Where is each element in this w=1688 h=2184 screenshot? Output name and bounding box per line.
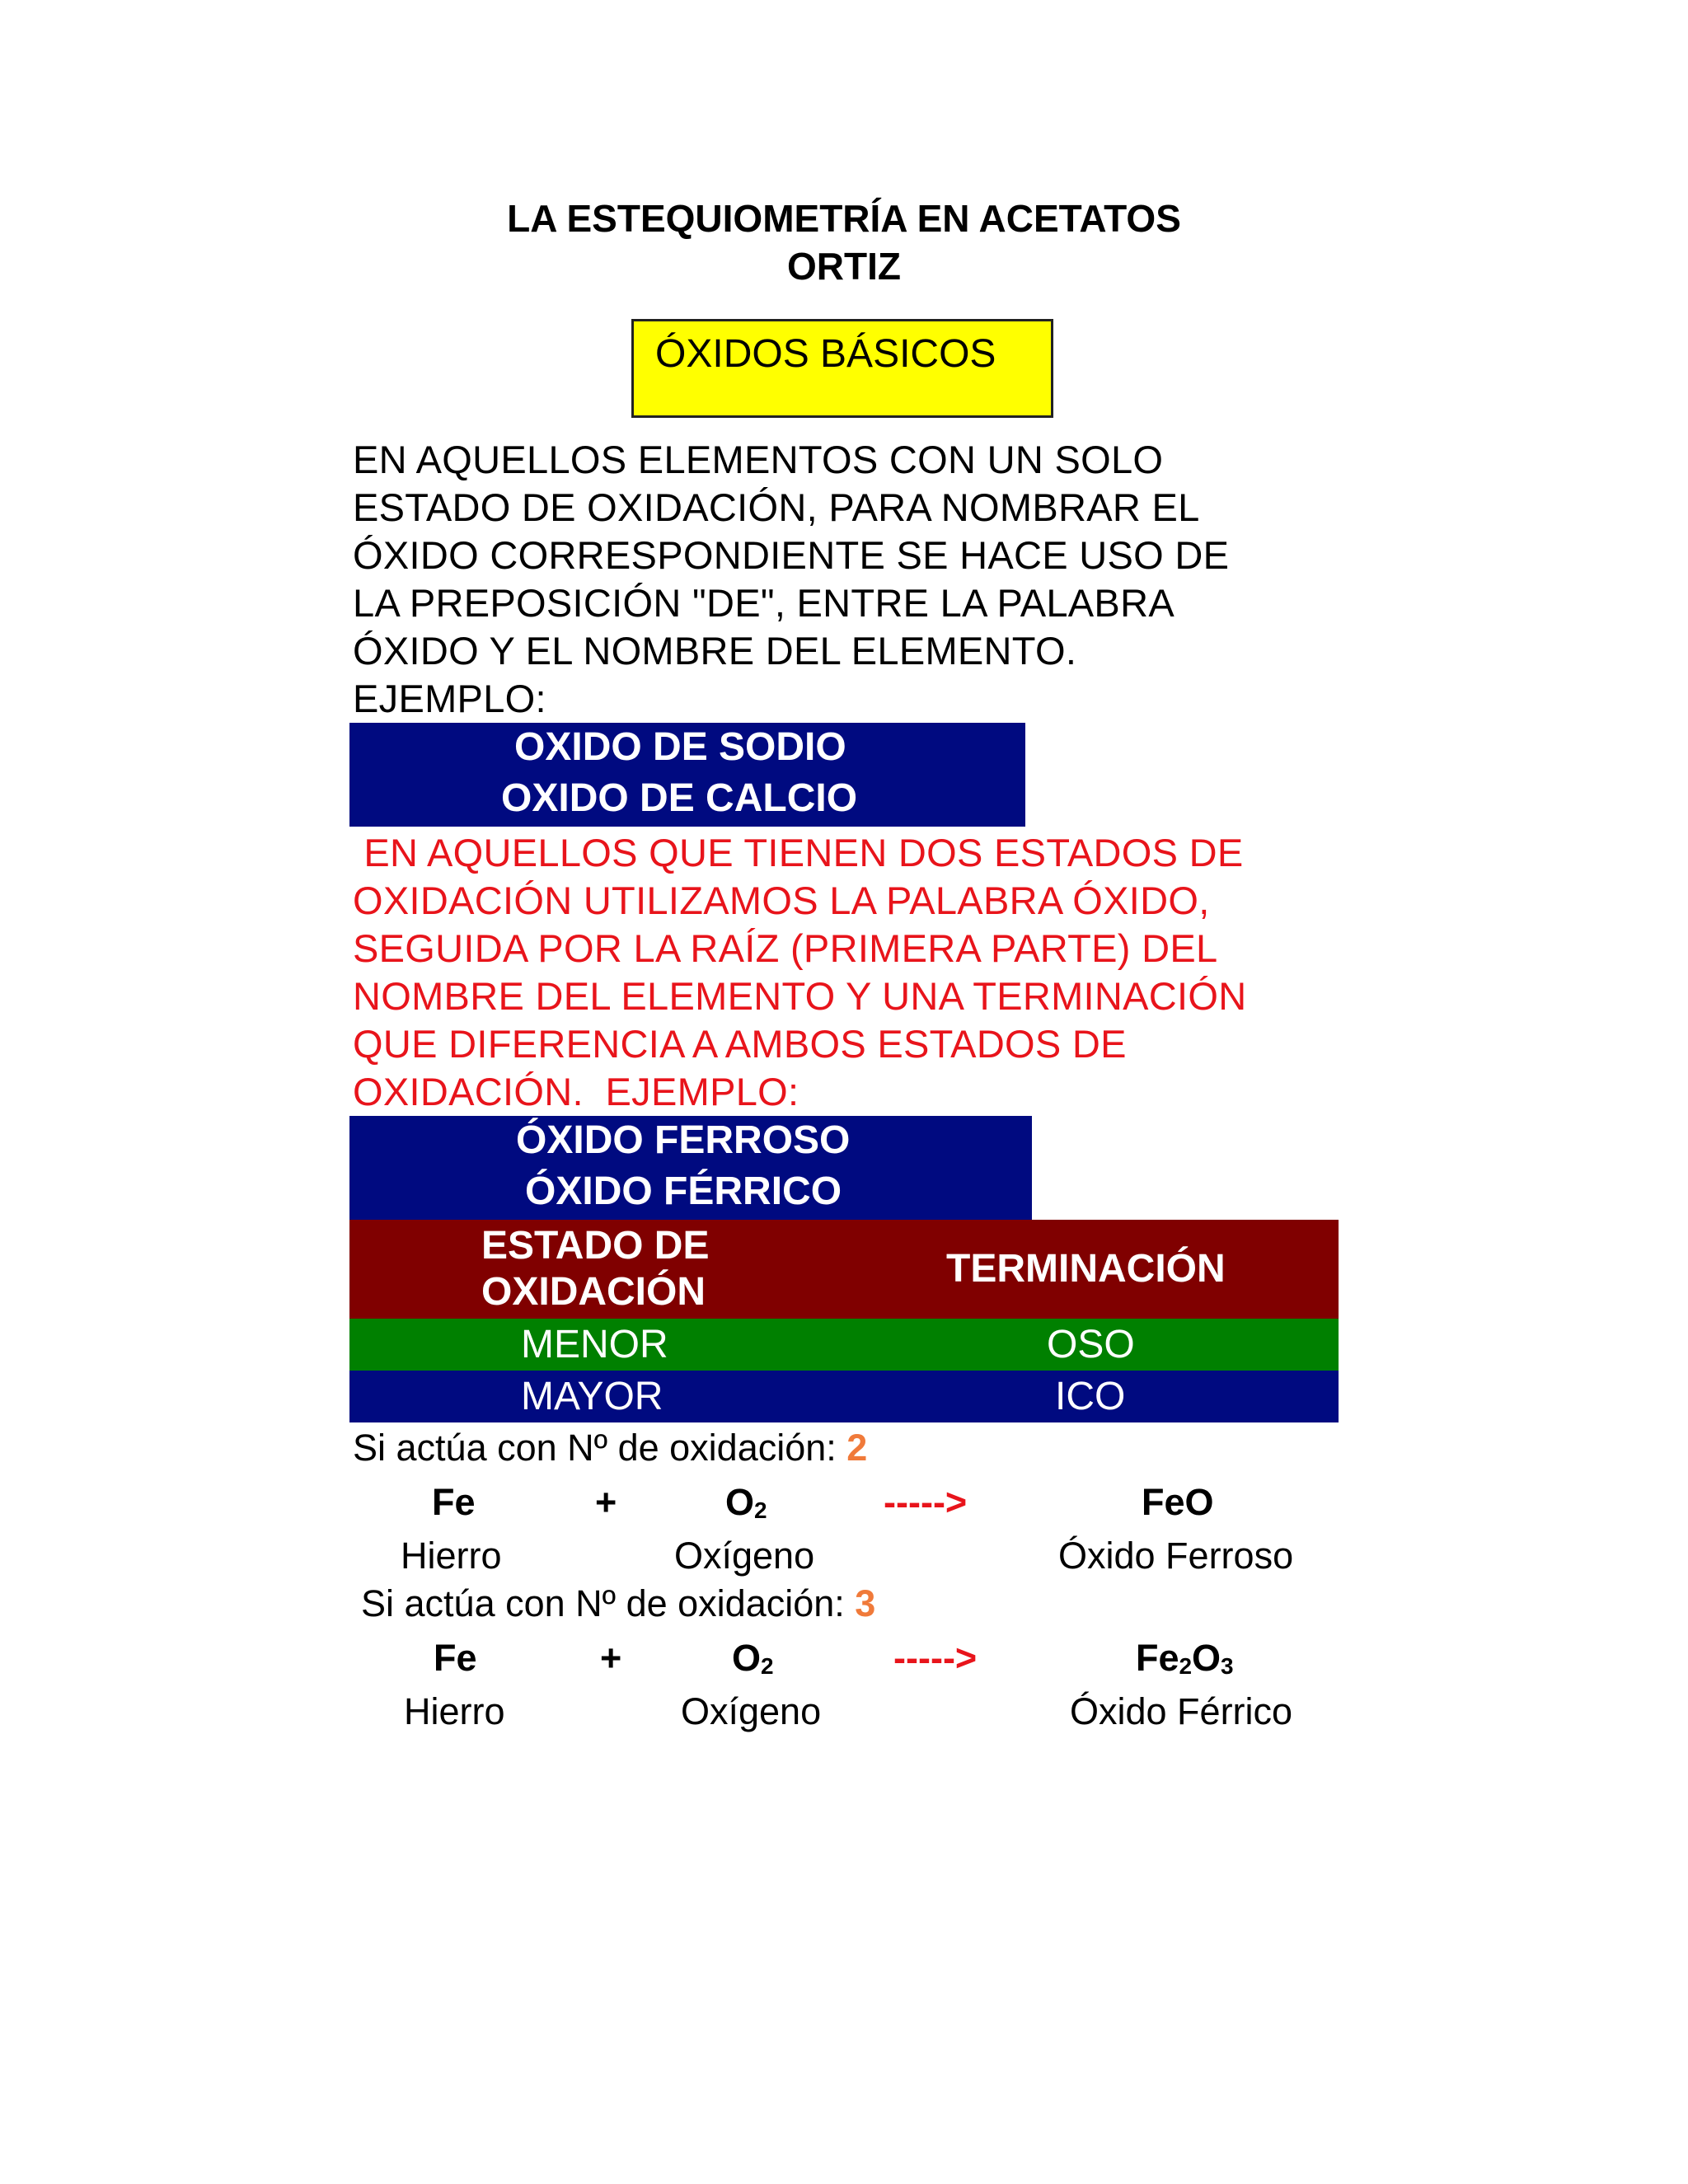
paragraph-two-line: SEGUIDA POR LA RAÍZ (PRIMERA PARTE) DEL <box>353 926 1218 970</box>
example-ferrico: ÓXIDO FÉRRICO <box>525 1169 842 1213</box>
example-ferroso: ÓXIDO FERROSO <box>516 1118 851 1162</box>
name-oxido-ferroso: Óxido Ferroso <box>1058 1535 1294 1577</box>
paragraph-two-line: OXIDACIÓN UTILIZAMOS LA PALABRA ÓXIDO, <box>353 879 1210 922</box>
product-o-subscript: 3 <box>1221 1653 1234 1680</box>
header-estado-line-1: ESTADO DE <box>481 1224 710 1268</box>
product-fe-subscript: 2 <box>1179 1653 1193 1680</box>
reaction-two-intro <box>361 1581 875 1627</box>
section-label-box <box>631 319 1053 418</box>
table-row <box>349 1319 1339 1371</box>
example-two-box <box>349 1116 1032 1220</box>
header-estado-line-2: OXIDACIÓN <box>481 1270 706 1314</box>
reactant-o2-subscript: 2 <box>761 1653 774 1680</box>
product-fe-symbol: Fe <box>1136 1637 1179 1679</box>
paragraph-one-line: ÓXIDO CORRESPONDIENTE SE HACE USO DE <box>353 533 1230 577</box>
reaction-intro-text: Si actúa con Nº de oxidación: <box>353 1427 847 1469</box>
paragraph-two-line: QUE DIFERENCIA A AMBOS ESTADOS DE <box>353 1022 1127 1066</box>
page-title <box>0 194 1688 290</box>
oxidation-number: 3 <box>855 1582 876 1624</box>
name-oxido-ferrico: Óxido Férrico <box>1070 1690 1293 1732</box>
paragraph-two-line: OXIDACIÓN. EJEMPLO: <box>353 1070 799 1113</box>
example-calcio: OXIDO DE CALCIO <box>501 776 858 820</box>
reactant-o2 <box>725 1479 767 1534</box>
example-sodio: OXIDO DE SODIO <box>514 725 846 769</box>
oxidation-number: 2 <box>846 1427 868 1469</box>
row-terminacion: OSO <box>1047 1323 1135 1366</box>
paragraph-one-line: EN AQUELLOS ELEMENTOS CON UN SOLO <box>353 438 1164 481</box>
name-hierro: Hierro <box>401 1535 502 1577</box>
paragraph-two <box>353 829 1342 1116</box>
name-oxigeno: Oxígeno <box>681 1690 822 1732</box>
reactant-o2-symbol: O <box>725 1481 755 1523</box>
paragraph-one <box>353 436 1342 723</box>
paragraph-one-line: ÓXIDO Y EL NOMBRE DEL ELEMENTO. <box>353 629 1077 673</box>
reactant-o2-symbol: O <box>732 1637 762 1679</box>
paragraph-two-line: EN AQUELLOS QUE TIENEN DOS ESTADOS DE <box>353 831 1244 874</box>
table-row <box>349 1371 1339 1422</box>
plus-sign: + <box>595 1481 617 1523</box>
row-estado: MENOR <box>521 1323 668 1366</box>
reactant-fe: Fe <box>434 1637 477 1679</box>
name-oxigeno: Oxígeno <box>674 1535 815 1577</box>
header-terminacion: TERMINACIÓN <box>946 1247 1226 1291</box>
row-estado: MAYOR <box>521 1375 663 1418</box>
section-label: ÓXIDOS BÁSICOS <box>655 332 996 376</box>
example-one-box <box>349 723 1025 827</box>
paragraph-two-line: NOMBRE DEL ELEMENTO Y UNA TERMINACIÓN <box>353 974 1247 1018</box>
reactant-o2 <box>732 1635 774 1690</box>
reaction-arrow: -----> <box>884 1481 968 1523</box>
title-line-1: LA ESTEQUIOMETRÍA EN ACETATOS <box>507 197 1181 240</box>
reaction-arrow: -----> <box>893 1637 978 1679</box>
reaction-intro-text: Si actúa con Nº de oxidación: <box>361 1582 856 1624</box>
paragraph-one-line: LA PREPOSICIÓN "DE", ENTRE LA PALABRA <box>353 581 1175 625</box>
reactant-o2-subscript: 2 <box>754 1497 767 1524</box>
reactant-fe: Fe <box>432 1481 476 1523</box>
reaction-one-intro <box>353 1425 867 1471</box>
row-terminacion: ICO <box>1055 1375 1126 1418</box>
table-header-row <box>349 1220 1339 1319</box>
paragraph-one-line: EJEMPLO: <box>353 677 546 720</box>
title-line-2: ORTIZ <box>787 245 901 288</box>
plus-sign: + <box>600 1637 622 1679</box>
product-feo: FeO <box>1142 1481 1214 1523</box>
product-fe2o3 <box>1136 1635 1234 1690</box>
name-hierro: Hierro <box>404 1690 505 1732</box>
product-o-symbol: O <box>1192 1637 1221 1679</box>
paragraph-one-line: ESTADO DE OXIDACIÓN, PARA NOMBRAR EL <box>353 485 1200 529</box>
